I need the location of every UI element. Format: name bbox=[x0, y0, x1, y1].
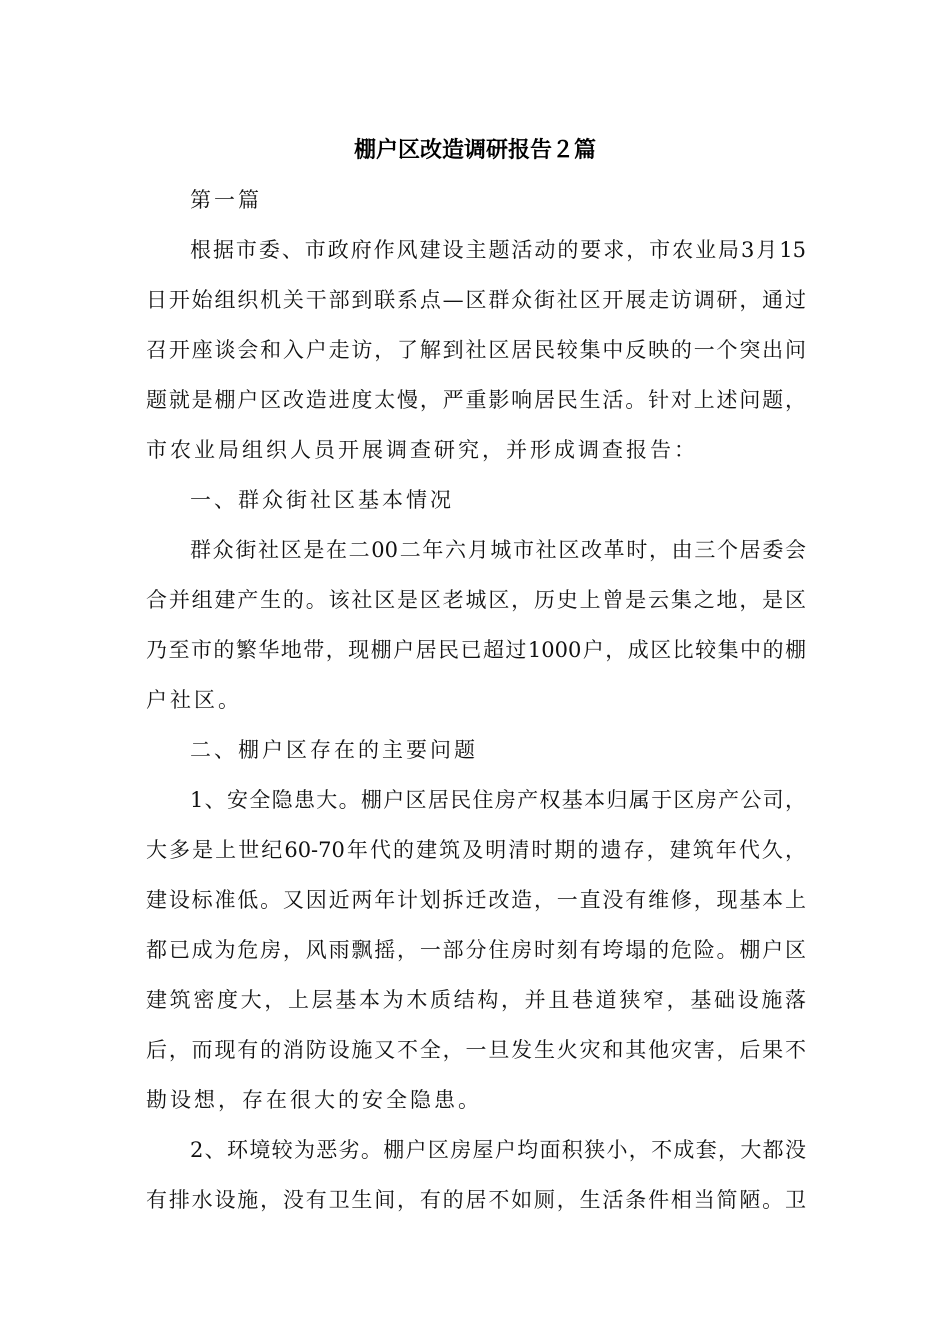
document-title: 棚户区改造调研报告２篇 bbox=[353, 138, 596, 163]
paragraph-line: 根据市委、市政府作风建设主题活动的要求，市农业局3月15 bbox=[190, 238, 806, 262]
paragraph-line: 后，而现有的消防设施又不全，一旦发生火灾和其他灾害，后果不 bbox=[146, 1038, 806, 1062]
paragraph-line: 市农业局组织人员开展调查研究，并形成调查报告： bbox=[146, 438, 698, 462]
paragraph-line: 群众街社区是在二00二年六月城市社区改革时，由三个居委会 bbox=[190, 538, 806, 562]
paragraph-line: 1、安全隐患大。棚户区居民住房产权基本归属于区房产公司， bbox=[190, 788, 806, 812]
paragraph-line: 召开座谈会和入户走访，了解到社区居民较集中反映的一个突出问 bbox=[146, 338, 806, 362]
paragraph-line: 建设标准低。又因近两年计划拆迁改造，一直没有维修，现基本上 bbox=[146, 888, 806, 912]
paragraph-line: 日开始组织机关干部到联系点—区群众街社区开展走访调研，通过 bbox=[146, 288, 806, 312]
paragraph-line: 户社区。 bbox=[146, 688, 242, 712]
paragraph-line: 有排水设施，没有卫生间，有的居不如厕，生活条件相当简陋。卫 bbox=[146, 1188, 806, 1212]
paragraph-line: 大多是上世纪60-70年代的建筑及明清时期的遗存，建筑年代久， bbox=[146, 838, 806, 862]
paragraph-line: 2、环境较为恶劣。棚户区房屋户均面积狭小，不成套，大都没 bbox=[190, 1138, 806, 1162]
section-label: 第一篇 bbox=[190, 188, 262, 212]
section-heading: 一、群众街社区基本情况 bbox=[190, 488, 454, 512]
paragraph-line: 乃至市的繁华地带，现棚户居民已超过1000户，成区比较集中的棚 bbox=[146, 638, 806, 662]
paragraph-line: 题就是棚户区改造进度太慢，严重影响居民生活。针对上述问题， bbox=[146, 388, 806, 412]
paragraph-line: 都已成为危房，风雨飘摇，一部分住房时刻有垮塌的危险。棚户区 bbox=[146, 938, 806, 962]
paragraph-line: 合并组建产生的。该社区是区老城区，历史上曾是云集之地，是区 bbox=[146, 588, 806, 612]
section-heading: 二、棚户区存在的主要问题 bbox=[190, 738, 478, 762]
paragraph-line: 勘设想，存在很大的安全隐患。 bbox=[146, 1088, 482, 1112]
paragraph-line: 建筑密度大，上层基本为木质结构，并且巷道狭窄，基础设施落 bbox=[146, 988, 806, 1012]
